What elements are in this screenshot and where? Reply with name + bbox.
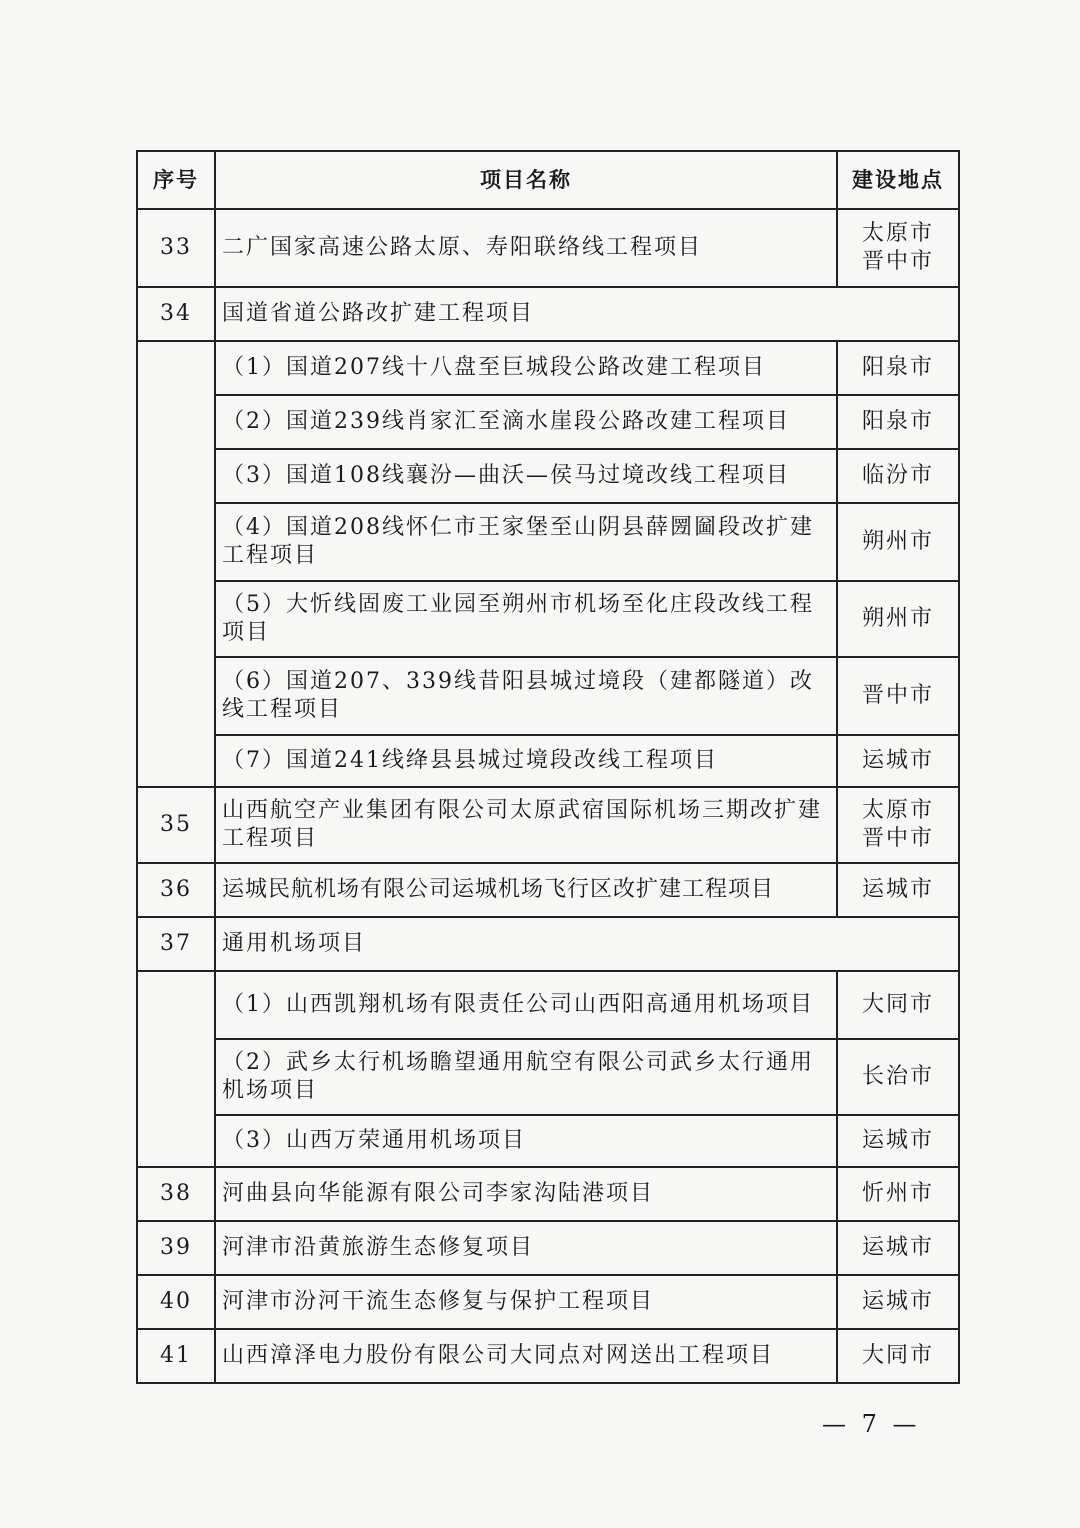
header-name: 项目名称: [215, 151, 837, 209]
row-no: 34: [137, 287, 215, 341]
row-no: [137, 1115, 215, 1167]
row-no: 37: [137, 917, 215, 971]
row-location: 运城市: [837, 735, 959, 787]
table-row: [137, 735, 959, 787]
table-header-row: [137, 151, 959, 209]
table-row: [137, 1039, 959, 1115]
table-row: [137, 581, 959, 657]
row-location: 长治市: [837, 1039, 959, 1115]
row-name: 二广国家高速公路太原、寿阳联络线工程项目: [215, 209, 837, 287]
row-name: 山西航空产业集团有限公司太原武宿国际机场三期改扩建工程项目: [215, 787, 837, 863]
table-row: [137, 917, 959, 971]
table-row: [137, 1329, 959, 1383]
row-no: [137, 1039, 215, 1115]
table-row: [137, 657, 959, 735]
row-location: 忻州市: [837, 1167, 959, 1221]
row-name: 河曲县向华能源有限公司李家沟陆港项目: [215, 1167, 837, 1221]
table-row: [137, 209, 959, 287]
table-row: [137, 787, 959, 863]
row-name: （5）大忻线固废工业园至朔州市机场至化庄段改线工程项目: [215, 581, 837, 657]
table-row: [137, 1221, 959, 1275]
header-location: 建设地点: [837, 151, 959, 209]
table-row: [137, 395, 959, 449]
row-no: [137, 657, 215, 735]
row-location: 运城市: [837, 1275, 959, 1329]
row-name: 河津市汾河干流生态修复与保护工程项目: [215, 1275, 837, 1329]
row-location: 阳泉市: [837, 341, 959, 395]
row-location: 大同市: [837, 1329, 959, 1383]
page-number: — 7 —: [822, 1410, 921, 1438]
row-location: 朔州市: [837, 581, 959, 657]
row-name: 山西漳泽电力股份有限公司大同点对网送出工程项目: [215, 1329, 837, 1383]
row-name: 国道省道公路改扩建工程项目: [215, 287, 959, 341]
row-location: 大同市: [837, 971, 959, 1039]
row-name: （1）国道207线十八盘至巨城段公路改建工程项目: [215, 341, 837, 395]
row-no: [137, 971, 215, 1039]
table-row: [137, 287, 959, 341]
table-row: [137, 503, 959, 581]
row-no: 36: [137, 863, 215, 917]
project-table: [136, 150, 960, 1384]
row-no: [137, 581, 215, 657]
row-no: [137, 503, 215, 581]
row-location: 朔州市: [837, 503, 959, 581]
row-name: （3）山西万荣通用机场项目: [215, 1115, 837, 1167]
table-row: [137, 1115, 959, 1167]
row-name: （7）国道241线绛县县城过境段改线工程项目: [215, 735, 837, 787]
row-location: 运城市: [837, 1115, 959, 1167]
row-location: 运城市: [837, 863, 959, 917]
table-row: [137, 1167, 959, 1221]
row-no: [137, 449, 215, 503]
table-row: [137, 341, 959, 395]
row-location: 太原市 晋中市: [837, 787, 959, 863]
row-location: 运城市: [837, 1221, 959, 1275]
row-no: 35: [137, 787, 215, 863]
row-name: （4）国道208线怀仁市王家堡至山阴县薛圐圙段改扩建工程项目: [215, 503, 837, 581]
row-no: [137, 395, 215, 449]
row-no: 38: [137, 1167, 215, 1221]
table-row: [137, 971, 959, 1039]
row-location: 晋中市: [837, 657, 959, 735]
row-name: 通用机场项目: [215, 917, 959, 971]
row-name: （3）国道108线襄汾—曲沃—侯马过境改线工程项目: [215, 449, 837, 503]
row-name: 运城民航机场有限公司运城机场飞行区改扩建工程项目: [215, 863, 837, 917]
row-name: 河津市沿黄旅游生态修复项目: [215, 1221, 837, 1275]
row-no: 33: [137, 209, 215, 287]
row-location: 阳泉市: [837, 395, 959, 449]
row-name: （2）武乡太行机场瞻望通用航空有限公司武乡太行通用机场项目: [215, 1039, 837, 1115]
row-name: （2）国道239线肖家汇至滴水崖段公路改建工程项目: [215, 395, 837, 449]
row-no: [137, 341, 215, 395]
row-name: （1）山西凯翔机场有限责任公司山西阳高通用机场项目: [215, 971, 837, 1039]
row-location: 临汾市: [837, 449, 959, 503]
row-no: 40: [137, 1275, 215, 1329]
header-no: 序号: [137, 151, 215, 209]
table-row: [137, 863, 959, 917]
table-row: [137, 1275, 959, 1329]
row-no: [137, 735, 215, 787]
row-no: 39: [137, 1221, 215, 1275]
row-no: 41: [137, 1329, 215, 1383]
row-location: 太原市 晋中市: [837, 209, 959, 287]
table-row: [137, 449, 959, 503]
row-name: （6）国道207、339线昔阳县城过境段（建都隧道）改线工程项目: [215, 657, 837, 735]
